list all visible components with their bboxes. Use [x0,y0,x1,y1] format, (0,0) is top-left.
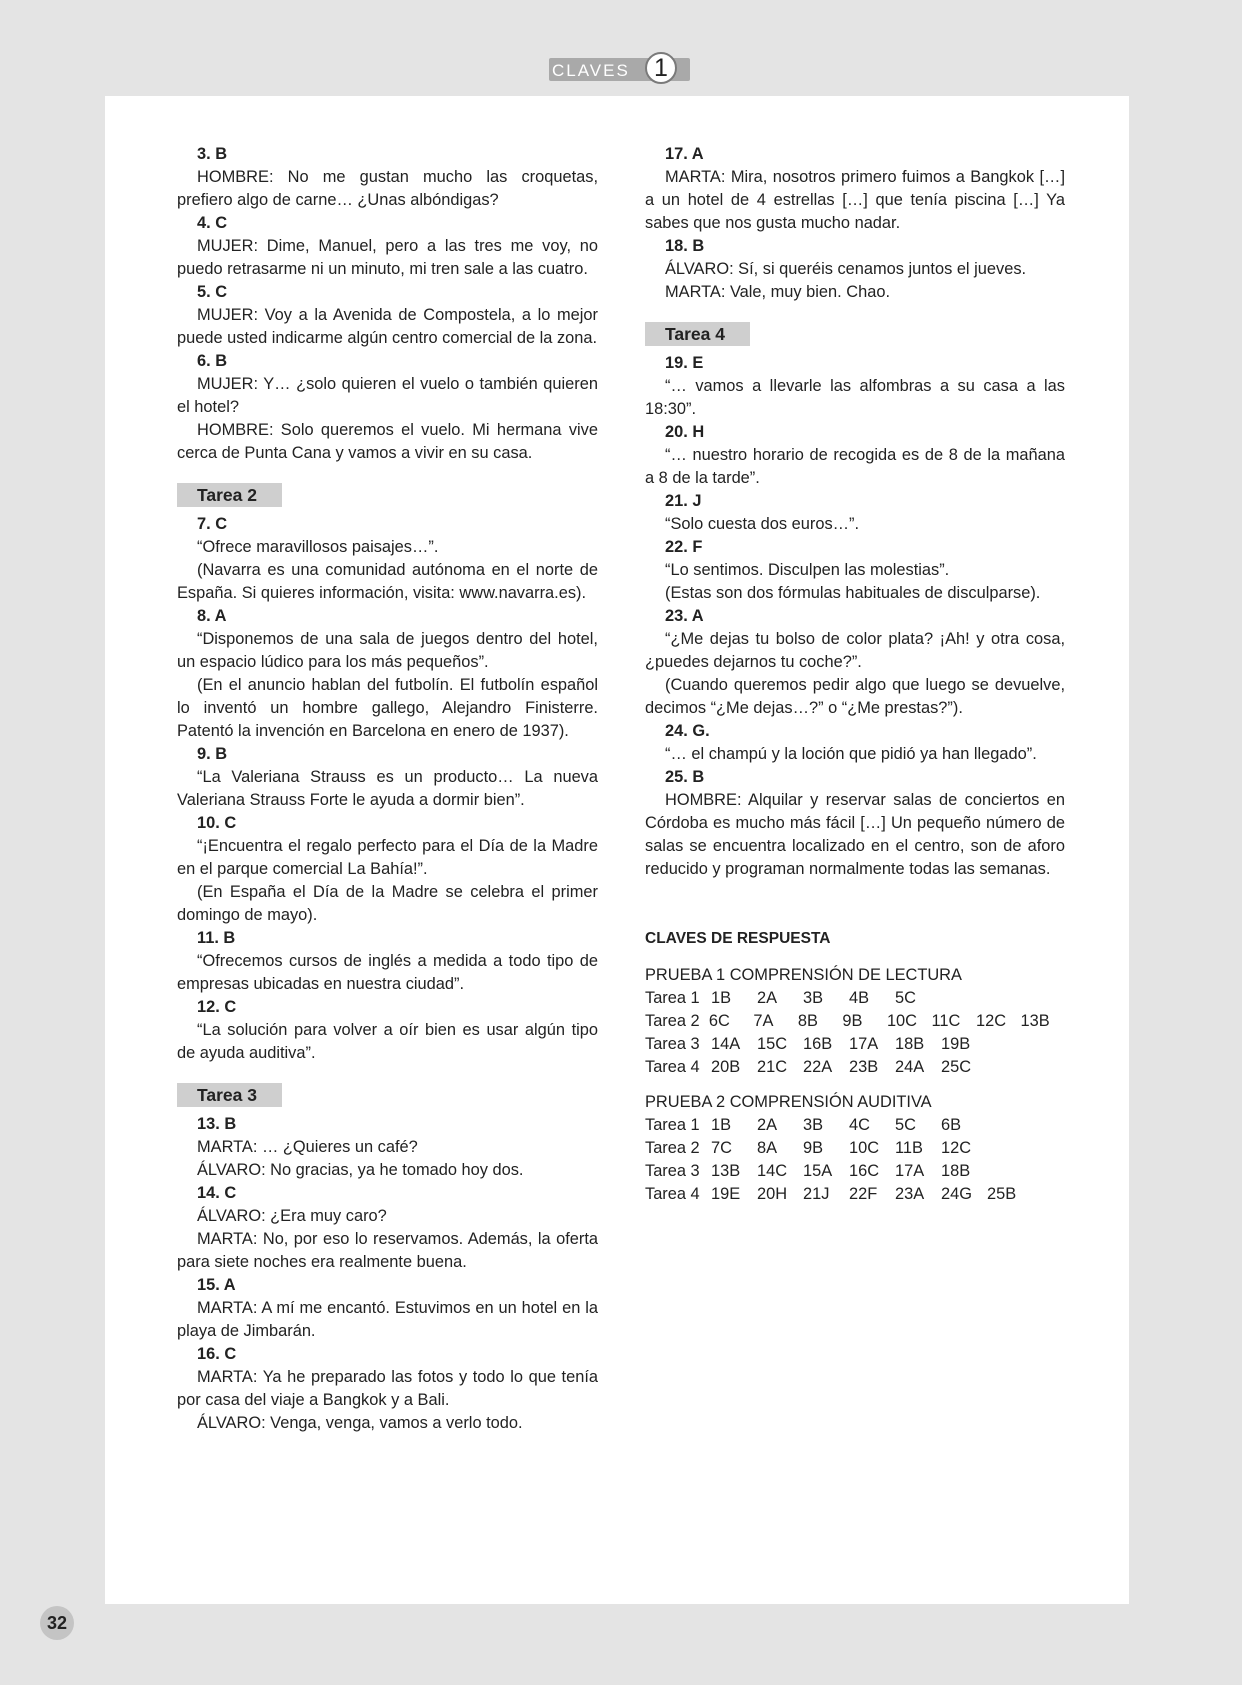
row-label: Tarea 4 [645,1058,700,1076]
answer-explanation: “… el champú y la loción que pidió ya han llegado”. [665,745,1037,763]
answer-cell: 13B [711,1162,741,1180]
answer-cell: 19B [941,1035,971,1053]
answer-key-label: 8. A [197,607,227,625]
answer-key-label: 12. C [197,998,237,1016]
answer-explanation: ÁLVARO: Venga, venga, vamos a verlo todo. [197,1414,523,1432]
page-sheet [105,96,1129,1604]
answer-key-label: 16. C [197,1345,237,1363]
right-items [645,143,1065,304]
answer-key-label: 6. B [197,352,228,370]
answer-key-label: 21. J [665,492,702,510]
answer-cell: 7A [753,1012,774,1030]
answer-cell: 4B [849,989,870,1007]
answer-explanation: ÁLVARO: No gracias, ya he tomado hoy dos. [197,1161,524,1179]
row-label: Tarea 3 [645,1162,700,1180]
answer-explanation: “Ofrecemos cursos de inglés a medida a todo tipo de empresas ubicadas en nuestra ciudad”. [177,952,598,993]
answer-explanation: HOMBRE: No me gustan mucho las croquetas, prefiero algo de carne… ¿Unas albóndigas? [177,168,598,209]
right-column [645,143,1065,1206]
answer-cell: 3B [803,989,824,1007]
answer-key-label: 23. A [665,607,704,625]
answer-explanation: “… vamos a llevarle las alfombras a su casa a las 18:30”. [645,377,1065,418]
row-label: Tarea 1 [645,989,700,1007]
answer-cell: 1B [711,1116,732,1134]
answer-cell: 8A [757,1139,778,1157]
answer-cell: 6B [941,1116,962,1134]
answer-cell: 20H [757,1185,788,1203]
answer-explanation: “Ofrece maravillosos paisajes…”. [197,538,439,556]
answer-cell: 22F [849,1185,878,1203]
answer-key-label: 22. F [665,538,703,556]
answer-explanation: MARTA: Vale, muy bien. Chao. [665,283,891,301]
prueba-1-title: PRUEBA 1 COMPRENSIÓN DE LECTURA [645,966,962,984]
answer-cell: 9B [803,1139,824,1157]
answer-explanation: “¡Encuentra el regalo perfecto para el Día de la Madre en el parque comercial La Bahía!”. [177,837,598,878]
answer-explanation: (Navarra es una comunidad autónoma en el norte de España. Si quieres información, visita: www.navarra.es). [177,561,598,602]
answer-cell: 2A [757,1116,778,1134]
answer-key-label: 14. C [197,1184,237,1202]
row-label: Tarea 2 [645,1139,700,1157]
answer-cell: 12C [941,1139,972,1157]
answer-explanation: MARTA: Mira, nosotros primero fuimos a Bangkok […] a un hotel de 4 estrellas […] que tenía piscina […] Ya sabes que nos gusta mucho nadar. [645,168,1065,232]
answer-key-label: 18. B [665,237,705,255]
answer-explanation: “Solo cuesta dos euros…”. [665,515,860,533]
answer-key-label: 19. E [665,354,704,372]
answer-cell: 14C [757,1162,788,1180]
answer-cell: 24G [941,1185,972,1203]
answer-cell: 16C [849,1162,880,1180]
answer-key-label: 3. B [197,145,228,163]
answer-explanation: “Lo sentimos. Disculpen las molestias”. [665,561,950,579]
answer-explanation: HOMBRE: Solo queremos el vuelo. Mi hermana vive cerca de Punta Cana y vamos a vivir en su casa. [177,421,598,462]
row-label: Tarea 4 [645,1185,700,1203]
row-label: Tarea 3 [645,1035,700,1053]
answer-row [645,1010,1065,1033]
prueba-2-title: PRUEBA 2 COMPRENSIÓN AUDITIVA [645,1093,932,1111]
page-number: 32 [40,1606,74,1640]
tarea-2-items [177,513,598,1065]
answer-explanation: ÁLVARO: Sí, si queréis cenamos juntos el jueves. [665,260,1027,278]
answer-explanation: “… nuestro horario de recogida es de 8 de la mañana a 8 de la tarde”. [645,446,1065,487]
answer-key-label: 9. B [197,745,228,763]
answer-explanation: “Disponemos de una sala de juegos dentro del hotel, un espacio lúdico para los más pequeños”. [177,630,598,671]
header-label: CLAVES [552,61,630,80]
answer-explanation: “La solución para volver a oír bien es usar algún tipo de ayuda auditiva”. [177,1021,598,1062]
answer-cell: 10C [886,1012,918,1030]
row-label: Tarea 2 [645,1012,700,1030]
answer-key-label: 7. C [197,515,228,533]
answer-key-label: 17. A [665,145,704,163]
answer-cell: 17A [895,1162,925,1180]
answer-cell: 12C [975,1012,1007,1030]
answer-key-label: 20. H [665,423,705,441]
answer-cell: 20B [711,1058,741,1076]
answer-cell: 2A [757,989,778,1007]
answer-cell: 25B [987,1185,1017,1203]
answer-row [645,987,1065,1010]
answer-row [645,1056,1065,1079]
answer-cell: 8B [797,1012,818,1030]
answer-explanation: (En el anuncio hablan del futbolín. El futbolín español lo inventó un hombre gallego, Alejandro Finisterre. Patentó la invención en Barcelona en enero de 1937). [177,676,598,740]
answer-cell: 17A [849,1035,879,1053]
answer-key-label: 4. C [197,214,228,232]
answer-cell: 3B [803,1116,824,1134]
answer-cell: 11C [931,1012,961,1030]
answer-cell: 16B [803,1035,833,1053]
answer-cell: 7C [711,1139,732,1157]
answer-cell: 22A [803,1058,833,1076]
answer-row [645,1137,1065,1160]
tarea-3-items [177,1113,598,1435]
section-heading-tarea-3: Tarea 3 [177,1083,282,1107]
answer-explanation: (Cuando queremos pedir algo que luego se devuelve, decimos “¿Me dejas…?” o “¿Me prestas?”). [645,676,1065,717]
answer-key-label: 24. G. [665,722,710,740]
answer-cell: 19E [711,1185,741,1203]
answer-key-label: 13. B [197,1115,237,1133]
answer-row [645,1183,1065,1206]
answer-cell: 10C [849,1139,880,1157]
answer-cell: 18B [941,1162,971,1180]
tarea-4-items [645,352,1065,881]
answer-row [645,1160,1065,1183]
section-heading-tarea-4: Tarea 4 [645,322,750,346]
prueba-2-table [645,1114,1065,1206]
answer-cell: 21J [803,1185,830,1203]
answer-explanation: “La Valeriana Strauss es un producto… La nueva Valeriana Strauss Forte le ayuda a dormir bien”. [177,768,598,809]
answer-key-label: 25. B [665,768,705,786]
answer-cell: 25C [941,1058,972,1076]
answer-row [645,1033,1065,1056]
answer-cell: 15C [757,1035,788,1053]
answer-key-label: 15. A [197,1276,236,1294]
answer-cell: 18B [895,1035,925,1053]
answer-explanation: (En España el Día de la Madre se celebra el primer domingo de mayo). [177,883,598,924]
answer-explanation: MUJER: Voy a la Avenida de Compostela, a lo mejor puede usted indicarme algún centro comercial de la zona. [177,306,598,347]
row-label: Tarea 1 [645,1116,700,1134]
answer-cell: 5C [895,989,916,1007]
answer-cell: 23A [895,1185,925,1203]
prueba-1-table [645,987,1065,1079]
answer-explanation: (Estas son dos fórmulas habituales de disculparse). [665,584,1041,602]
answer-explanation: MUJER: Y… ¿solo quieren el vuelo o también quieren el hotel? [177,375,598,416]
answer-explanation: HOMBRE: Alquilar y reservar salas de conciertos en Córdoba es mucho más fácil […] Un pequeño número de salas se encuentra localizado en el centro, son de aforo reducido y programan normalmente todas las semanas. [645,791,1065,878]
left-items [177,143,598,465]
answer-cell: 6C [708,1012,730,1030]
answer-cell: 9B [842,1012,863,1030]
answer-explanation: MUJER: Dime, Manuel, pero a las tres me voy, no puedo retrasarme ni un minuto, mi tren sale a las cuatro. [177,237,598,278]
answer-key-label: 5. C [197,283,228,301]
answer-cell: 5C [895,1116,916,1134]
answer-row [645,1114,1065,1137]
answer-cell: 21C [757,1058,788,1076]
answer-key-label: 10. C [197,814,237,832]
answer-cell: 15A [803,1162,833,1180]
answer-key-label: 11. B [197,929,236,947]
answer-cell: 11B [895,1139,923,1157]
answer-explanation: MARTA: No, por eso lo reservamos. Además, la oferta para siete noches era realmente buena. [177,1230,598,1271]
chapter-number-badge: 1 [645,52,677,84]
answer-explanation: MARTA: Ya he preparado las fotos y todo lo que tenía por casa del viaje a Bangkok y a Bali. [177,1368,598,1409]
answer-cell: 23B [849,1058,879,1076]
answer-cell: 1B [711,989,732,1007]
section-heading-tarea-2: Tarea 2 [177,483,282,507]
answer-cell: 14A [711,1035,741,1053]
answer-explanation: MARTA: A mí me encantó. Estuvimos en un hotel en la playa de Jimbarán. [177,1299,598,1340]
answer-explanation: MARTA: … ¿Quieres un café? [197,1138,418,1156]
answer-key-title: CLAVES DE RESPUESTA [645,930,831,947]
left-column [177,143,598,1435]
answer-cell: 4C [849,1116,870,1134]
answer-cell: 24A [895,1058,925,1076]
answer-explanation: “¿Me dejas tu bolso de color plata? ¡Ah! y otra cosa, ¿puedes dejarnos tu coche?”. [645,630,1065,671]
answer-cell: 13B [1020,1012,1050,1030]
answer-explanation: ÁLVARO: ¿Era muy caro? [197,1207,387,1225]
